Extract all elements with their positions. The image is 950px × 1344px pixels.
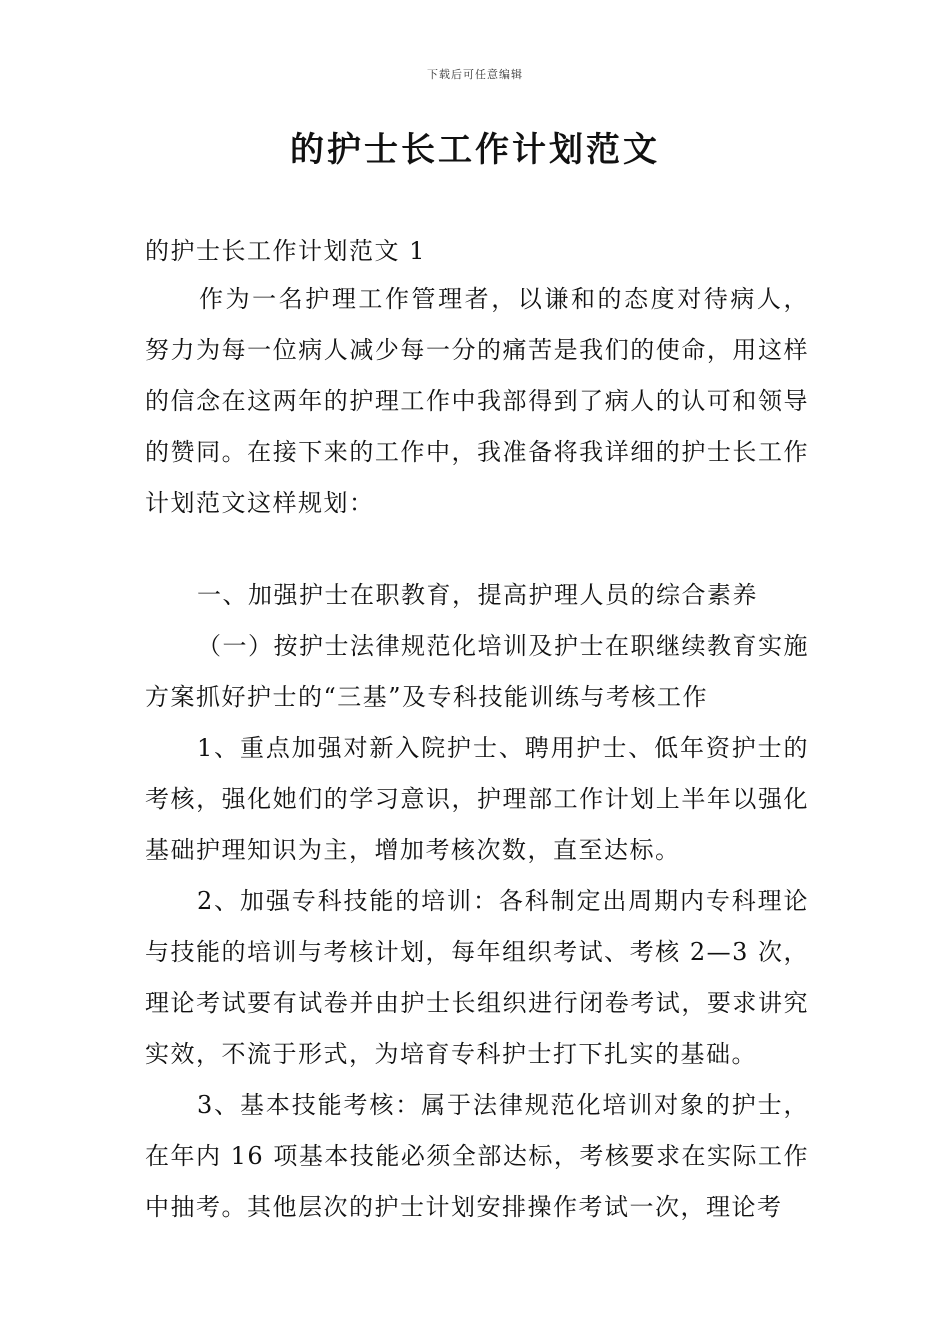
subsection-heading: （一）按护士法律规范化培训及护士在职继续教育实施方案抓好护士的“三基”及专科技能训练与考核工作 (145, 632, 809, 711)
section-heading: 一、加强护士在职教育，提高护理人员的综合素养 (197, 581, 758, 609)
section-subtitle (145, 226, 809, 277)
document-title: 的护士长工作计划范文 (290, 130, 660, 170)
paragraph-item-3: 3、基本技能考核：属于法律规范化培训对象的护士，在年内 16 项基本技能必须全部达标，考核要求在实际工作中抽考。其他层次的护士计划安排操作考试一次，理论考 (145, 1091, 809, 1221)
paragraph-item-2: 2、加强专科技能的培训：各科制定出周期内专科理论与技能的培训与考核计划，每年组织考试、考核 2—3 次，理论考试要有试卷并由护士长组织进行闭卷考试，要求讲究实效，不流于形式，为培育专科护士打下扎实的基础。 (145, 887, 809, 1068)
main-paragraph-block (145, 570, 809, 1233)
intro-paragraph: 作为一名护理工作管理者，以谦和的态度对待病人，努力为每一位病人减少每一分的痛苦是我们的使命，用这样的信念在这两年的护理工作中我部得到了病人的认可和领导的赞同。在接下来的工作中，我准备将我详细的护士长工作计划范文这样规划： (145, 285, 809, 517)
paragraph-item-1: 1、重点加强对新入院护士、聘用护士、低年资护士的考核，强化她们的学习意识，护理部工作计划上半年以强化基础护理知识为主，增加考核次数，直至达标。 (145, 734, 809, 864)
intro-paragraph-block (145, 274, 809, 529)
header-note: 下载后可任意编辑 (427, 68, 523, 81)
subtitle-text: 的护士长工作计划范文 1 (145, 237, 426, 265)
